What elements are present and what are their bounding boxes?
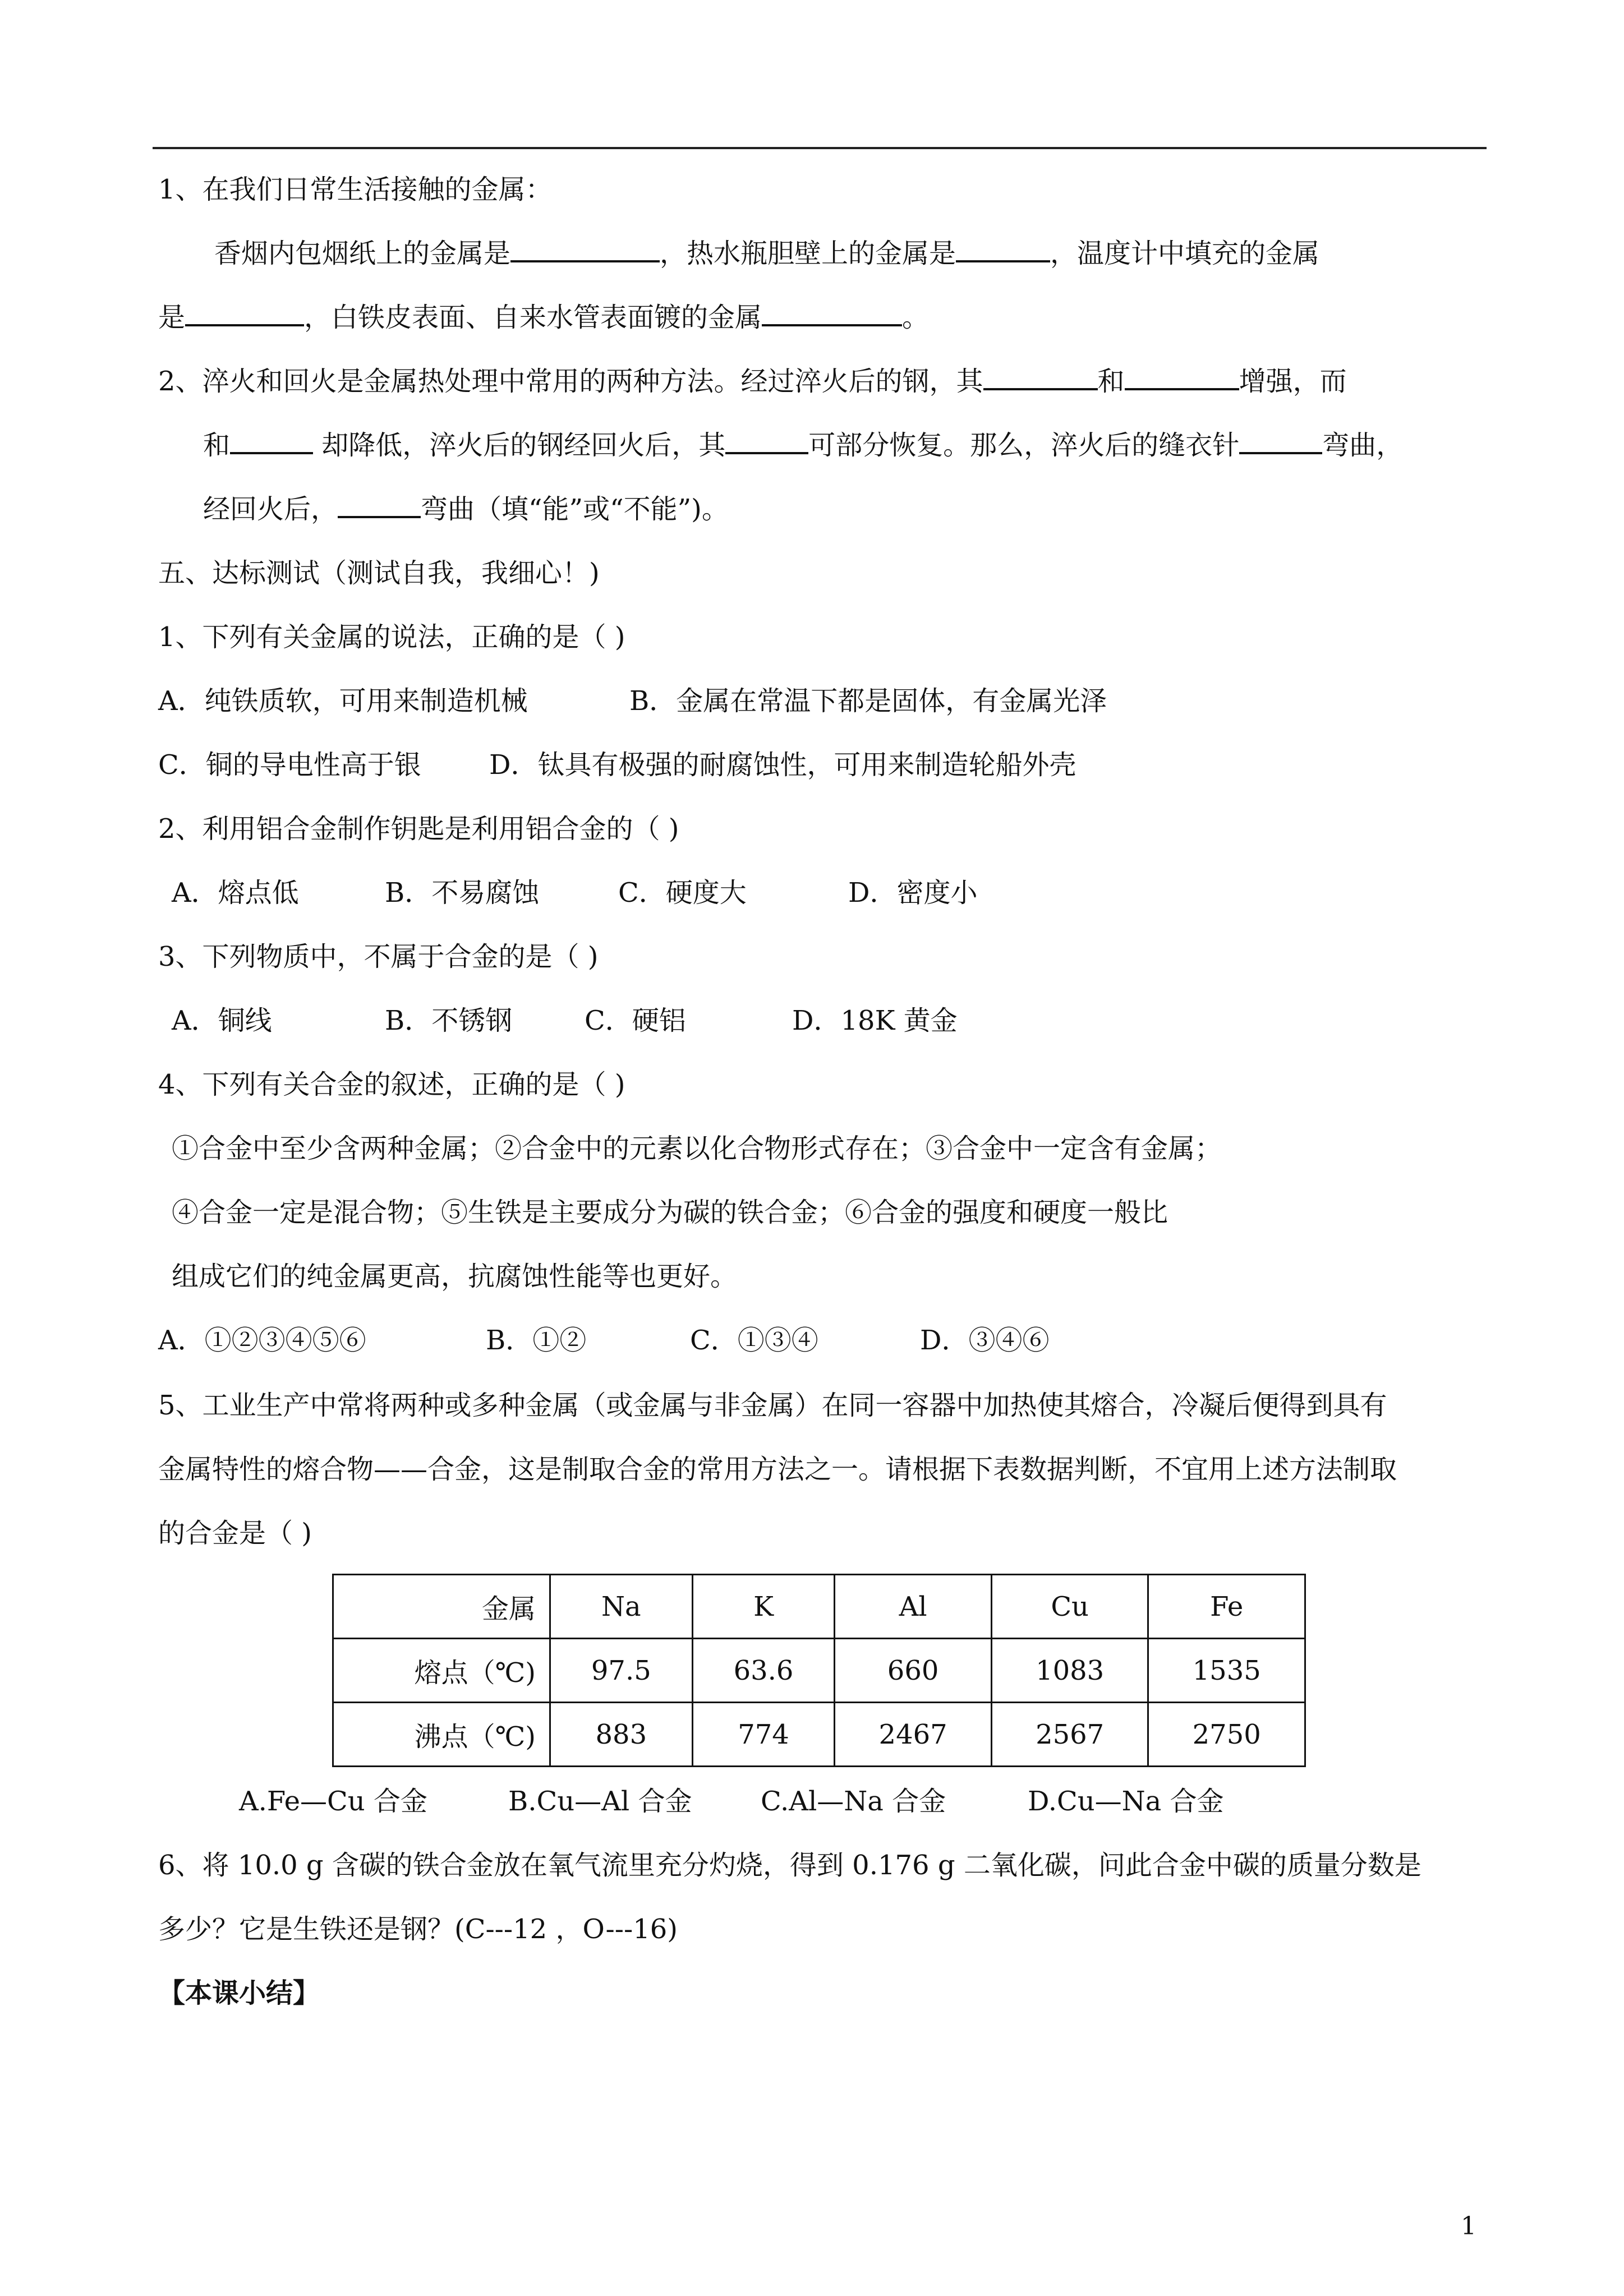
table-cell: Cu [991,1575,1148,1639]
page-number: 1 [1461,2212,1476,2240]
table-cell: 1083 [991,1639,1148,1703]
s5-q1-option-a[interactable]: A．纯铁质软，可用来制造机械 [158,685,528,717]
s5-q4-statement-2: ④合金一定是混合物；⑤生铁是主要成分为碳的铁合金；⑥合金的强度和硬度一般比 [172,1197,1168,1228]
s5-q5-line1: 5、工业生产中常将两种或多种金属（或金属与非金属）在同一容器中加热使其熔合，冷凝后便得到具有 [158,1390,1387,1421]
s5-q2-option-a[interactable]: A．熔点低 [172,877,299,909]
answer-blank[interactable] [1125,363,1239,390]
header-rule [153,147,1487,149]
table-cell: Na [550,1575,693,1639]
answer-blank[interactable] [230,427,313,454]
s5-q4-option-b[interactable]: B．①② [486,1325,587,1356]
s5-q4-option-d[interactable]: D．③④⑥ [920,1325,1050,1356]
s5-q5-option-a[interactable]: A.Fe—Cu 合金 [239,1786,427,1817]
s5-q3-option-d[interactable]: D．18K 黄金 [792,1005,958,1036]
table-cell: 660 [835,1639,992,1703]
table-cell: 2467 [835,1703,992,1767]
answer-blank[interactable] [762,299,902,326]
answer-blank[interactable] [725,427,808,454]
table-cell: 2567 [991,1703,1148,1767]
table-row [333,1575,1305,1639]
answer-blank[interactable] [185,299,304,326]
table-cell: Fe [1148,1575,1305,1639]
s5-q4-stem: 4、下列有关合金的叙述，正确的是（ ) [158,1069,625,1100]
q1-line1: 香烟内包烟纸上的金属是 ，热水瓶胆壁上的金属是 ，温度计中填充的金属 [214,236,1319,271]
table-cell: 883 [550,1703,693,1767]
s5-q6-line1: 6、将 10.0 g 含碳的铁合金放在氧气流里充分灼烧，得到 0.176 g 二氧化碳，问此合金中碳的质量分数是 [158,1850,1421,1881]
table-cell: Al [835,1575,992,1639]
q1-title: 1、在我们日常生活接触的金属： [158,174,553,205]
table-row-label: 熔点（℃) [333,1639,550,1703]
s5-q2-option-c[interactable]: C．硬度大 [618,877,747,909]
s5-q3-option-c[interactable]: C．硬铝 [585,1005,686,1036]
table-cell: K [692,1575,835,1639]
q2-line1: 2、淬火和回火是金属热处理中常用的两种方法。经过淬火后的钢，其 和 增强，而 [158,363,1347,399]
s5-q3-option-b[interactable]: B．不锈钢 [385,1005,513,1036]
table-header-label: 金属 [333,1575,550,1639]
table-cell: 97.5 [550,1639,693,1703]
lesson-summary-heading: 【本课小结】 [158,1977,320,2009]
answer-blank[interactable] [1239,427,1322,454]
q2-line3: 经回火后， 弯曲（填“能”或“不能”)。 [203,491,729,527]
s5-q1-option-b[interactable]: B．金属在常温下都是固体，有金属光泽 [629,685,1107,717]
s5-q6-line2: 多少？它是生铁还是钢？(C---12 ，O---16) [158,1914,678,1945]
s5-q5-option-d[interactable]: D.Cu—Na 合金 [1028,1786,1224,1817]
q1-line2: 是 ，白铁皮表面、自来水管表面镀的金属 。 [158,299,929,335]
s5-q5-line2: 金属特性的熔合物——合金，这是制取合金的常用方法之一。请根据下表数据判断，不宜用上述方法制取 [158,1454,1397,1485]
s5-q4-statement-1: ①合金中至少含两种金属；②合金中的元素以化合物形式存在；③合金中一定含有金属； [172,1133,1222,1164]
s5-q3-stem: 3、下列物质中，不属于合金的是（ ) [158,941,599,972]
s5-q4-option-a[interactable]: A．①②③④⑤⑥ [158,1325,366,1356]
s5-q4-option-c[interactable]: C．①③④ [690,1325,818,1356]
s5-q3-option-a[interactable]: A．铜线 [172,1005,272,1036]
s5-q4-statement-3: 组成它们的纯金属更高，抗腐蚀性能等也更好。 [172,1261,738,1292]
answer-blank[interactable] [338,491,421,518]
table-cell: 1535 [1148,1639,1305,1703]
table-cell: 2750 [1148,1703,1305,1767]
table-cell: 63.6 [692,1639,835,1703]
s5-q2-option-d[interactable]: D．密度小 [848,877,978,909]
section5-heading: 五、达标测试（测试自我，我细心！) [158,557,600,589]
s5-q5-option-c[interactable]: C.Al—Na 合金 [761,1786,946,1817]
s5-q5-option-b[interactable]: B.Cu—Al 合金 [508,1786,692,1817]
table-row-label: 沸点（℃) [333,1703,550,1767]
table-cell: 774 [692,1703,835,1767]
answer-blank[interactable] [510,236,660,262]
melting-boiling-table [332,1574,1306,1767]
s5-q1-option-c[interactable]: C．铜的导电性高于银 [158,749,421,781]
table-row [333,1639,1305,1703]
s5-q5-line3: 的合金是（ ) [158,1518,312,1549]
s5-q1-stem: 1、下列有关金属的说法，正确的是（ ) [158,621,625,653]
answer-blank[interactable] [983,363,1098,390]
table-row [333,1703,1305,1767]
s5-q2-stem: 2、利用铝合金制作钥匙是利用铝合金的（ ) [158,813,679,845]
q2-line2: 和 却降低，淬火后的钢经回火后，其 可部分恢复。那么，淬火后的缝衣针 弯曲， [203,427,1403,463]
answer-blank[interactable] [956,236,1050,262]
s5-q1-option-d[interactable]: D．钛具有极强的耐腐蚀性，可用来制造轮船外壳 [489,749,1076,781]
s5-q2-option-b[interactable]: B．不易腐蚀 [385,877,540,909]
